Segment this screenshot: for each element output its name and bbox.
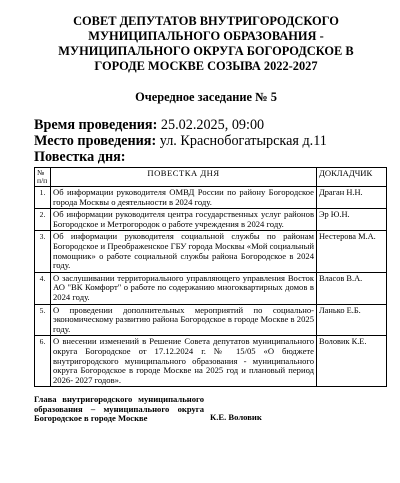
speaker-name: Воловик К.Е. [317,336,387,387]
table-row [35,336,387,387]
signature-block [34,395,386,424]
title-line: МУНИЦИПАЛЬНОГО ОКРУГА БОГОРОДСКОЕ В [58,44,354,58]
agenda-table [34,167,387,387]
column-header-agenda: ПОВЕСТКА ДНЯ [51,168,317,187]
table-header-row [35,168,387,187]
agenda-item: О проведении дополнительных мероприятий по социально-экономическому развитию района Богородское в городе Москве в 2025 году. [51,304,317,336]
agenda-item: Об информации руководителя центра государственных услуг районов Богородское и Метрогородок о работе учреждения в 2024 году. [51,209,317,231]
title-line: СОВЕТ ДЕПУТАТОВ ВНУТРИГОРОДСКОГО [73,14,339,28]
agenda-item: О заслушивании территориального управляющего управления Восток АО "ВК Комфорт" о работе по содержанию многоквартирных домов в 2024 году. [51,272,317,304]
agenda-item: Об информации руководителя социальной службы по районам Богородское и Преображенское ГБУ города Москвы «Мой социальный помощник» о работе социальной службы района Богородское в 2024 году. [51,231,317,272]
agenda-heading: Повестка дня: [34,149,126,165]
column-header-number: № п/п [35,168,51,187]
title-line: МУНИЦИПАЛЬНОГО ОБРАЗОВАНИЯ - [88,29,324,43]
signatory-name: К.Е. Воловик [210,412,262,423]
table-row [35,209,387,231]
table-row [35,231,387,272]
row-number: 1. [35,187,51,209]
row-number: 3. [35,231,51,272]
speaker-name: Драган Н.Н. [317,187,387,209]
time-label: Время проведения: [34,117,158,133]
row-number: 6. [35,336,51,387]
agenda-item: Об информации руководителя ОМВД России по району Богородское города Москвы о деятельности в 2024 году. [51,187,317,209]
time-value: 25.02.2025, 09:00 [160,117,265,133]
meeting-time [34,117,392,133]
speaker-name: Нестерова М.А. [317,231,387,272]
speaker-name: Власов В.А. [317,272,387,304]
table-row [35,187,387,209]
title-line: ГОРОДЕ МОСКВЕ СОЗЫВА 2022-2027 [94,59,318,73]
agenda-item: О внесении изменений в Решение Совета депутатов муниципального округа Богородское от 17.12.2024 г. № 15/05 «О бюджете внутригородского муниципального образования - муниципального округа Богородское в городе Москве на 2025 год и плановый период 2026- 2027 годов». [51,336,317,387]
place-label: Место проведения: [34,133,157,149]
row-number: 5. [35,304,51,336]
speaker-name: Эр Ю.Н. [317,209,387,231]
signatory-title: Глава внутригородского муниципального образования – муниципального округа Богородское в городе Москве [34,394,204,424]
table-row [35,272,387,304]
row-number: 2. [35,209,51,231]
council-title [34,14,392,74]
column-header-speaker: ДОКЛАДЧИК [317,168,387,187]
place-value: ул. Краснобогатырская д.11 [159,133,327,149]
table-row [35,304,387,336]
speaker-name: Ланько Е.Б. [317,304,387,336]
meeting-place [34,133,392,149]
session-title: Очередное заседание № 5 [135,90,277,104]
row-number: 4. [35,272,51,304]
